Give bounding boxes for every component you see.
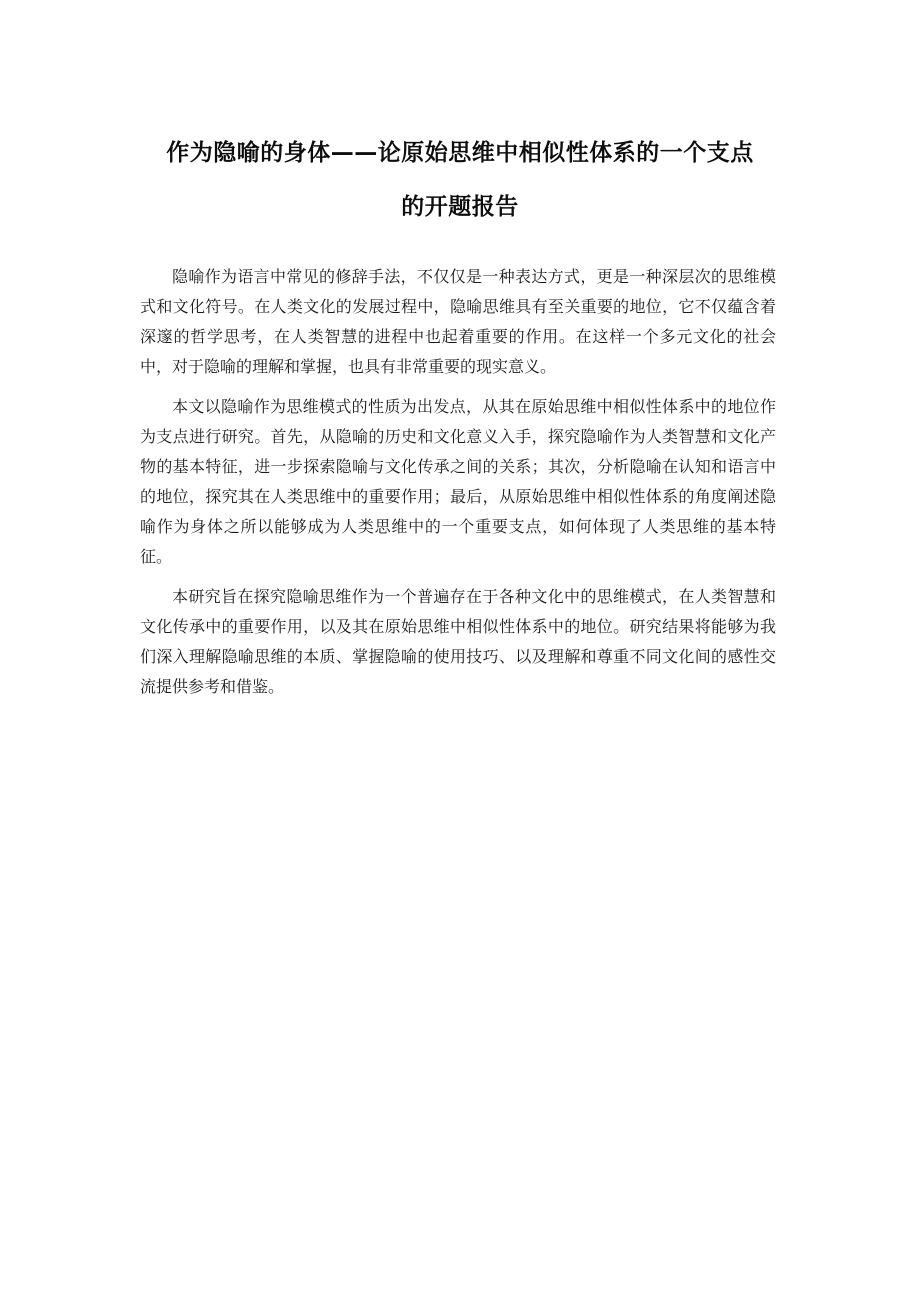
document-title [140, 126, 780, 234]
paragraph-1: 隐喻作为语言中常见的修辞手法，不仅仅是一种表达方式，更是一种深层次的思维模式和文化符号。在人类文化的发展过程中，隐喻思维具有至关重要的地位，它不仅蕴含着深邃的哲学思考，在人类智慧的进程中也起着重要的作用。在这样一个多元文化的社会中，对于隐喻的理解和掌握，也具有非常重要的现实意义。 [140, 267, 776, 376]
title-line-1: 作为隐喻的身体——论原始思维中相似性体系的一个支点 [166, 140, 754, 166]
paragraph-3: 本研究旨在探究隐喻思维作为一个普遍存在于各种文化中的思维模式，在人类智慧和文化传承中的重要作用，以及其在原始思维中相似性体系中的地位。研究结果将能够为我们深入理解隐喻思维的本质、掌握隐喻的使用技巧、以及理解和尊重不同文化间的感性交流提供参考和借鉴。 [140, 587, 776, 696]
document-body [140, 262, 776, 712]
title-line-2: 的开题报告 [401, 194, 519, 220]
paragraph-2: 本文以隐喻作为思维模式的性质为出发点，从其在原始思维中相似性体系中的地位作为支点进行研究。首先，从隐喻的历史和文化意义入手，探究隐喻作为人类智慧和文化产物的基本特征，进一步探索隐喻与文化传承之间的关系；其次，分析隐喻在认知和语言中的地位，探究其在人类思维中的重要作用；最后，从原始思维中相似性体系的角度阐述隐喻作为身体之所以能够成为人类思维中的一个重要支点，如何体现了人类思维的基本特征。 [140, 397, 776, 566]
